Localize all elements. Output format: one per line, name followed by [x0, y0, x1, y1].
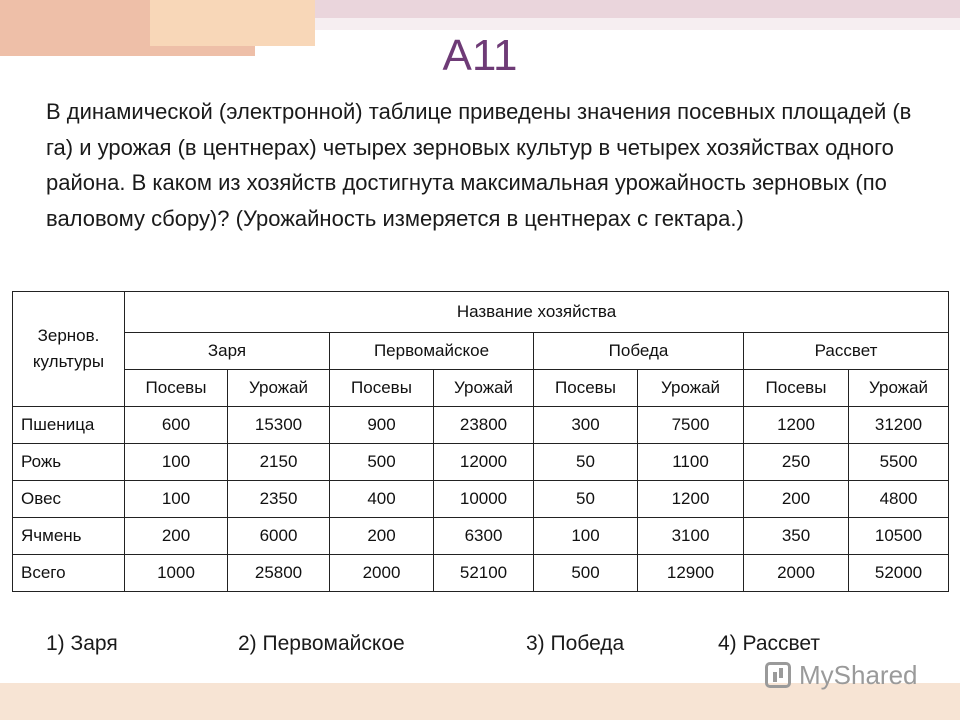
subheader-cell: Посевы [330, 370, 434, 407]
farm-header: Заря [125, 333, 330, 370]
watermark [765, 656, 918, 694]
value-cell: 250 [744, 444, 849, 481]
value-cell: 100 [125, 481, 228, 518]
question-text: В динамической (электронной) таблице приведены значения посевных площадей (в га) и урожая (в центнерах) четырех зерновых культур в четырех хозяйствах одного района. В каком из хозяйств достигнута максимальная урожайность зерновых (по валовому сбору)? (Урожайность измеряется в центнерах с гектара.) [46, 99, 912, 231]
table-row [13, 407, 949, 444]
subheader-cell: Посевы [534, 370, 638, 407]
subheader-cell: Урожай [849, 370, 949, 407]
table-row [13, 518, 949, 555]
value-cell: 1100 [638, 444, 744, 481]
value-cell: 500 [534, 555, 638, 592]
answer-option: 2) Первомайское [238, 632, 405, 655]
crop-name-cell: Овес [13, 481, 125, 518]
value-cell: 7500 [638, 407, 744, 444]
value-cell: 400 [330, 481, 434, 518]
value-cell: 23800 [434, 407, 534, 444]
answer-option: 4) Рассвет [718, 632, 821, 655]
subheader-cell: Посевы [125, 370, 228, 407]
data-table [12, 291, 949, 592]
value-cell: 2000 [744, 555, 849, 592]
value-cell: 25800 [228, 555, 330, 592]
value-cell: 350 [744, 518, 849, 555]
watermark-text: MyShared [799, 659, 918, 690]
crop-name-cell: Пшеница [13, 407, 125, 444]
bar-chart-icon [765, 662, 791, 688]
crop-column-header: Зернов. культуры [13, 292, 125, 407]
value-cell: 2350 [228, 481, 330, 518]
value-cell: 500 [330, 444, 434, 481]
value-cell: 15300 [228, 407, 330, 444]
value-cell: 50 [534, 444, 638, 481]
answer-option: 3) Победа [526, 632, 625, 655]
subheader-cell: Урожай [228, 370, 330, 407]
value-cell: 1000 [125, 555, 228, 592]
value-cell: 12000 [434, 444, 534, 481]
subheader-cell: Посевы [744, 370, 849, 407]
subheader-cell: Урожай [638, 370, 744, 407]
table-row [13, 555, 949, 592]
value-cell: 900 [330, 407, 434, 444]
farm-header: Победа [534, 333, 744, 370]
value-cell: 200 [125, 518, 228, 555]
subheader-row [13, 370, 949, 407]
value-cell: 10000 [434, 481, 534, 518]
value-cell: 2000 [330, 555, 434, 592]
value-cell: 31200 [849, 407, 949, 444]
table-row [13, 481, 949, 518]
farm-header: Рассвет [744, 333, 949, 370]
farm-header: Первомайское [330, 333, 534, 370]
farm-group-header: Название хозяйства [125, 292, 949, 333]
crop-name-cell: Рожь [13, 444, 125, 481]
subheader-cell: Урожай [434, 370, 534, 407]
value-cell: 12900 [638, 555, 744, 592]
value-cell: 4800 [849, 481, 949, 518]
value-cell: 52100 [434, 555, 534, 592]
data-rows [13, 407, 949, 592]
value-cell: 50 [534, 481, 638, 518]
value-cell: 6000 [228, 518, 330, 555]
value-cell: 600 [125, 407, 228, 444]
value-cell: 52000 [849, 555, 949, 592]
crop-name-cell: Ячмень [13, 518, 125, 555]
value-cell: 1200 [638, 481, 744, 518]
value-cell: 3100 [638, 518, 744, 555]
slide-title: А11 [442, 31, 518, 80]
value-cell: 1200 [744, 407, 849, 444]
value-cell: 200 [330, 518, 434, 555]
value-cell: 300 [534, 407, 638, 444]
value-cell: 2150 [228, 444, 330, 481]
crop-name-cell: Всего [13, 555, 125, 592]
value-cell: 200 [744, 481, 849, 518]
value-cell: 100 [534, 518, 638, 555]
table-row [13, 444, 949, 481]
value-cell: 5500 [849, 444, 949, 481]
value-cell: 100 [125, 444, 228, 481]
answer-option: 1) Заря [46, 632, 118, 655]
value-cell: 6300 [434, 518, 534, 555]
value-cell: 10500 [849, 518, 949, 555]
